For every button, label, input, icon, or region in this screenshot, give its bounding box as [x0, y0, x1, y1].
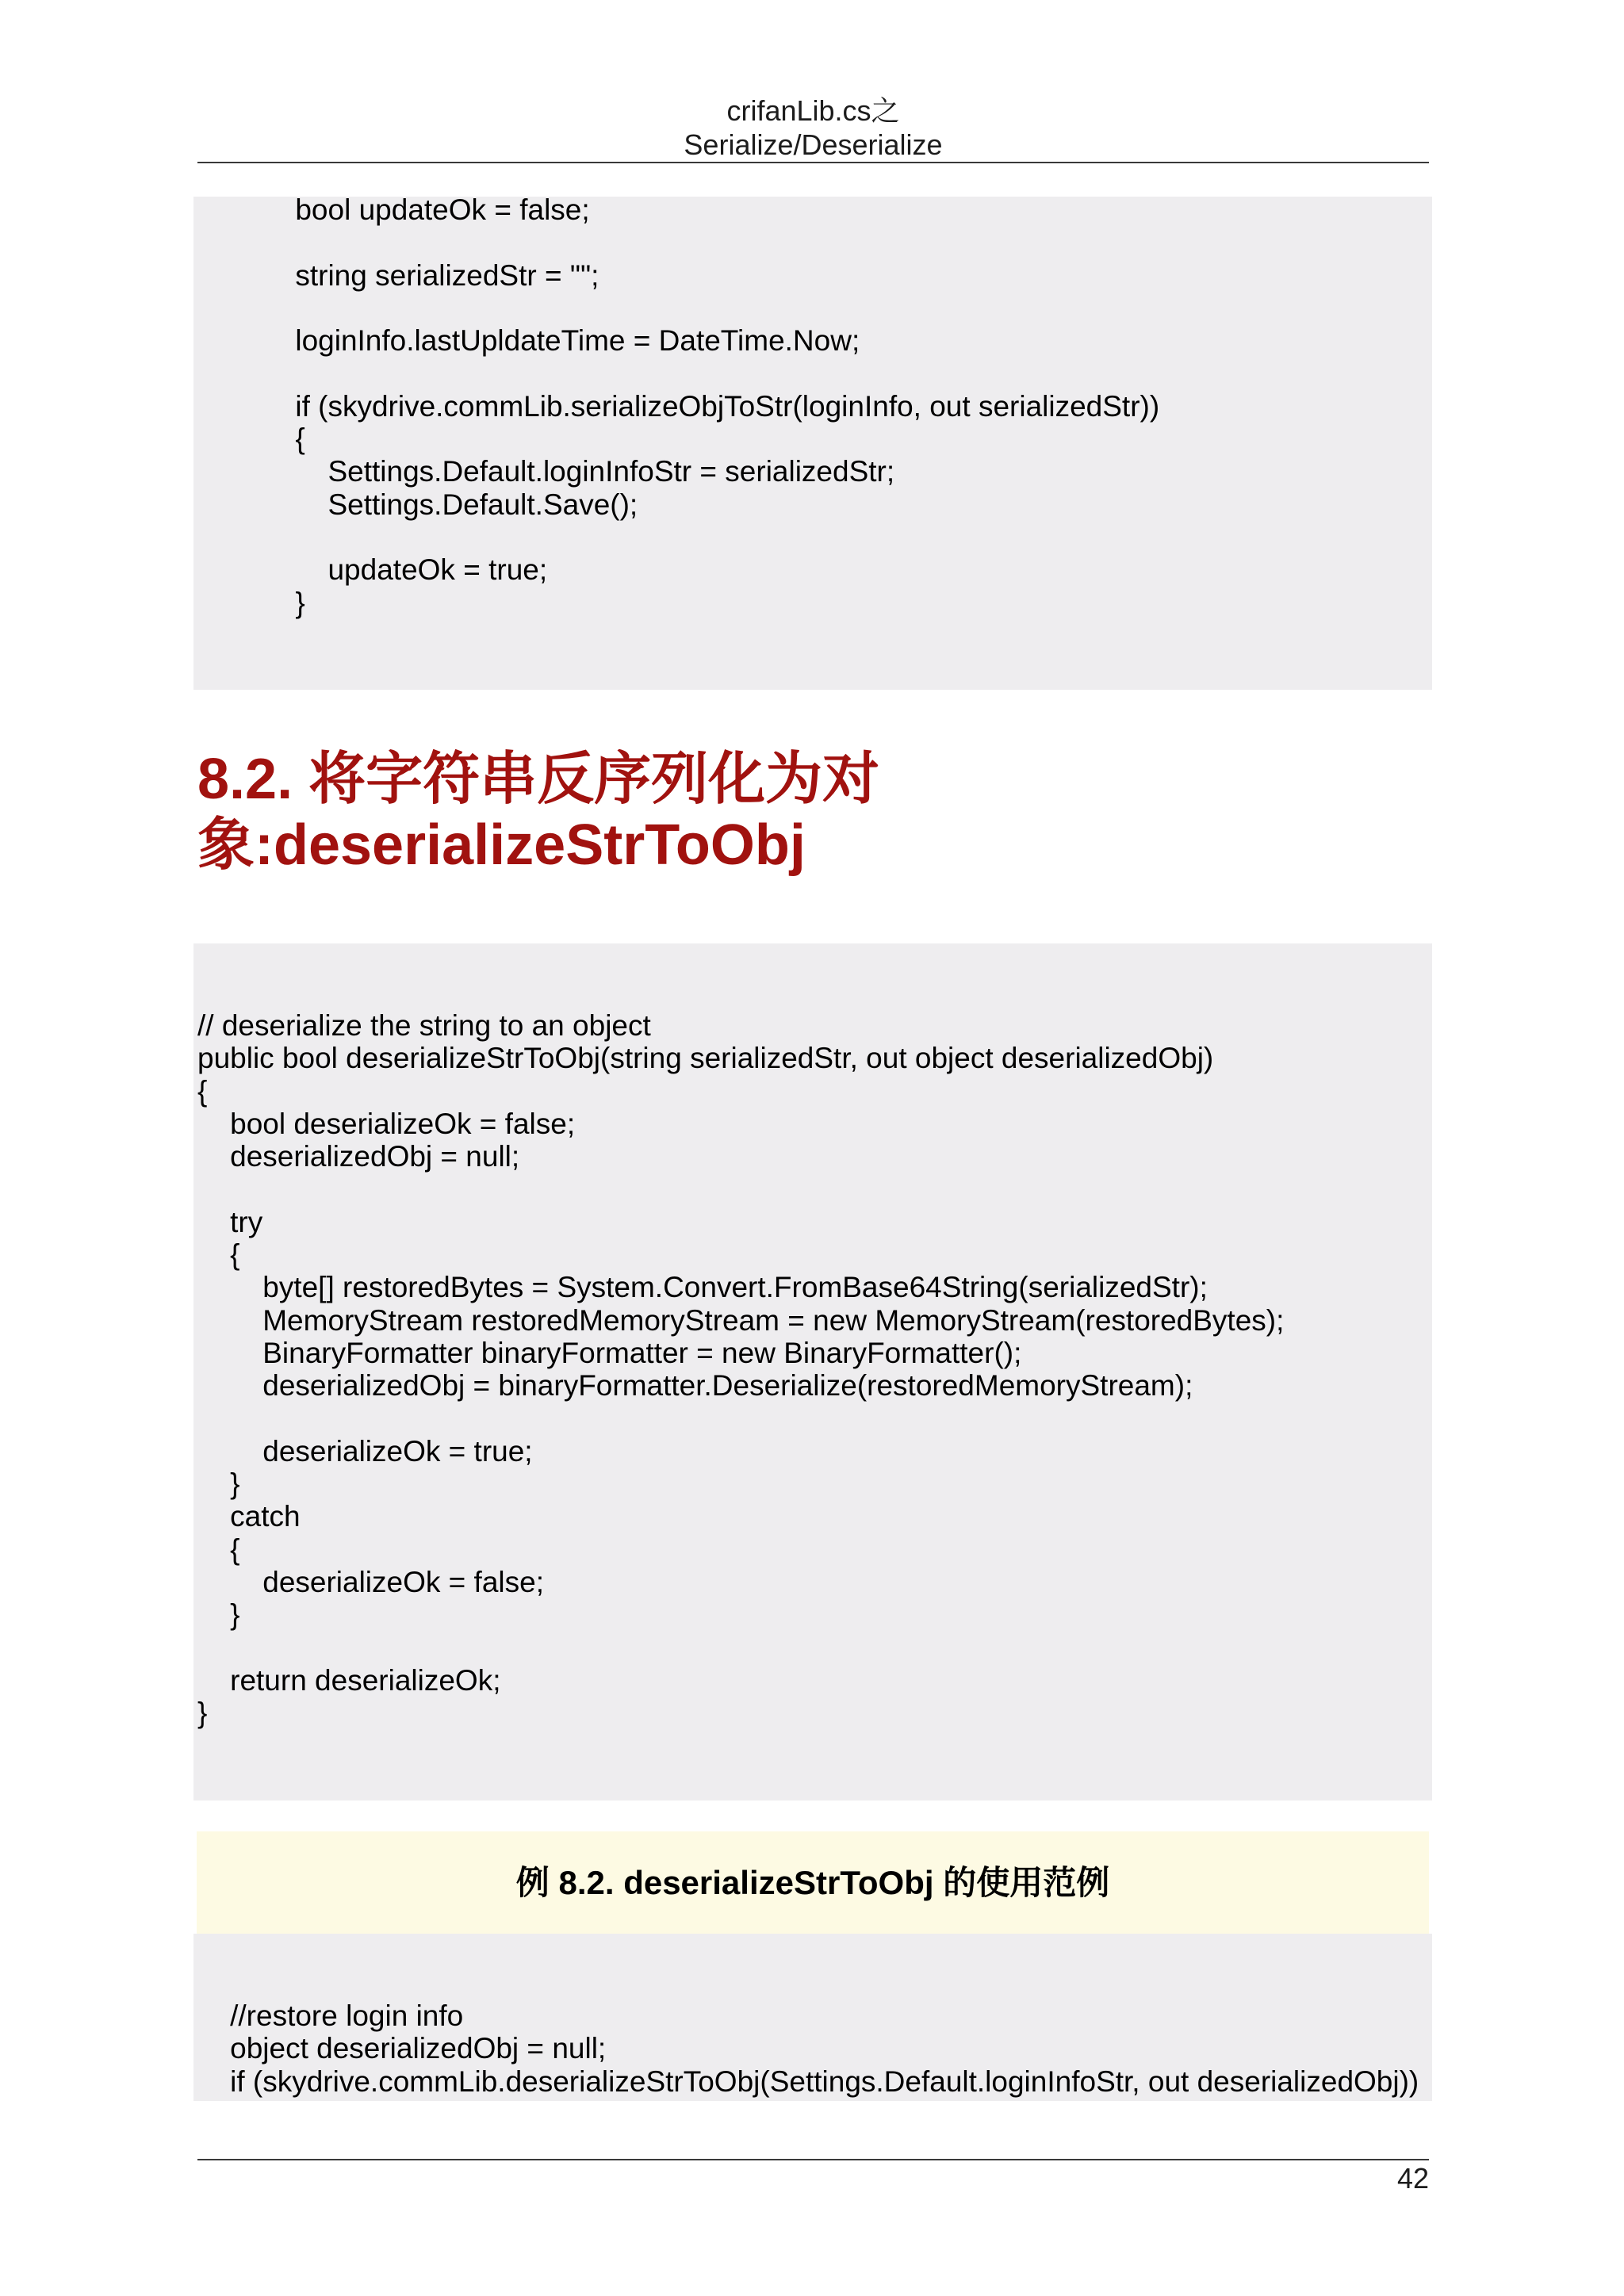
code-line — [197, 292, 1432, 324]
code-line — [197, 1402, 1432, 1435]
header-subtitle-line: Serialize/Deserialize — [684, 128, 943, 161]
code-line: if (skydrive.commLib.serializeObjToStr(loginInfo, out serializedStr)) — [197, 389, 1160, 423]
code-line: //restore login info — [197, 1999, 464, 2032]
code-line: { — [197, 1533, 240, 1566]
code-block-deserialize-function — [193, 943, 1432, 1800]
code-line: } — [197, 1598, 240, 1632]
code-line: bool deserializeOk = false; — [197, 1107, 576, 1140]
code-line: { — [197, 1074, 208, 1108]
example-title: 例 8.2. deserializeStrToObj 的使用范例 — [197, 1831, 1429, 1934]
code-line: object deserializedObj = null; — [197, 2032, 607, 2065]
code-block-usage-example — [193, 1934, 1432, 2101]
code-line: Settings.Default.Save(); — [197, 488, 638, 521]
code-line: deserializedObj = null; — [197, 1140, 520, 1173]
code-block-serialize-tail — [193, 197, 1432, 690]
page-number: 42 — [1396, 2162, 1429, 2195]
code-line: deserializedObj = binaryFormatter.Deserialize(restoredMemoryStream); — [197, 1369, 1193, 1402]
code-line: public bool deserializeStrToObj(string serializedStr, out object deserializedObj) — [197, 1042, 1214, 1075]
code-line: { — [197, 423, 305, 456]
code-line — [197, 1173, 1432, 1205]
code-line: // deserialize the string to an object — [197, 1009, 651, 1042]
code-line: { — [197, 1238, 240, 1272]
code-line: byte[] restoredBytes = System.Convert.FromBase64String(serializedStr); — [197, 1271, 1208, 1304]
code-line: bool updateOk = false; — [197, 197, 590, 226]
code-line: } — [197, 1697, 208, 1730]
code-line — [197, 1632, 1432, 1664]
code-line — [197, 226, 1432, 258]
code-line — [197, 357, 1432, 389]
code-lines — [197, 197, 1432, 619]
code-line: return deserializeOk; — [197, 1663, 501, 1697]
code-line: MemoryStream restoredMemoryStream = new MemoryStream(restoredBytes); — [197, 1303, 1285, 1337]
header-rule — [197, 162, 1429, 163]
header-title-line: crifanLib.cs之 — [726, 94, 900, 127]
code-line: loginInfo.lastUpldateTime = DateTime.Now; — [197, 324, 860, 358]
code-line: try — [197, 1205, 263, 1238]
code-line: } — [197, 1468, 240, 1501]
code-line: BinaryFormatter binaryFormatter = new BinaryFormatter(); — [197, 1336, 1022, 1369]
code-line: deserializeOk = true; — [197, 1434, 533, 1468]
footer-rule — [197, 2159, 1429, 2160]
code-line: updateOk = true; — [197, 553, 548, 587]
code-lines — [197, 1009, 1432, 1730]
code-line — [197, 521, 1432, 553]
code-line: Settings.Default.loginInfoStr = serializedStr; — [197, 455, 895, 488]
code-lines — [197, 1999, 1432, 2098]
code-line: deserializeOk = false; — [197, 1566, 544, 1599]
section-heading: 8.2. 将字符串反序列化为对象:deserializeStrToObj — [197, 748, 880, 877]
code-line: string serializedStr = ""; — [197, 258, 599, 292]
code-line: if (skydrive.commLib.deserializeStrToObj(Settings.Default.loginInfoStr, out deserializedObj)) — [197, 2064, 1419, 2098]
code-line: catch — [197, 1500, 301, 1533]
code-line: } — [197, 586, 305, 619]
